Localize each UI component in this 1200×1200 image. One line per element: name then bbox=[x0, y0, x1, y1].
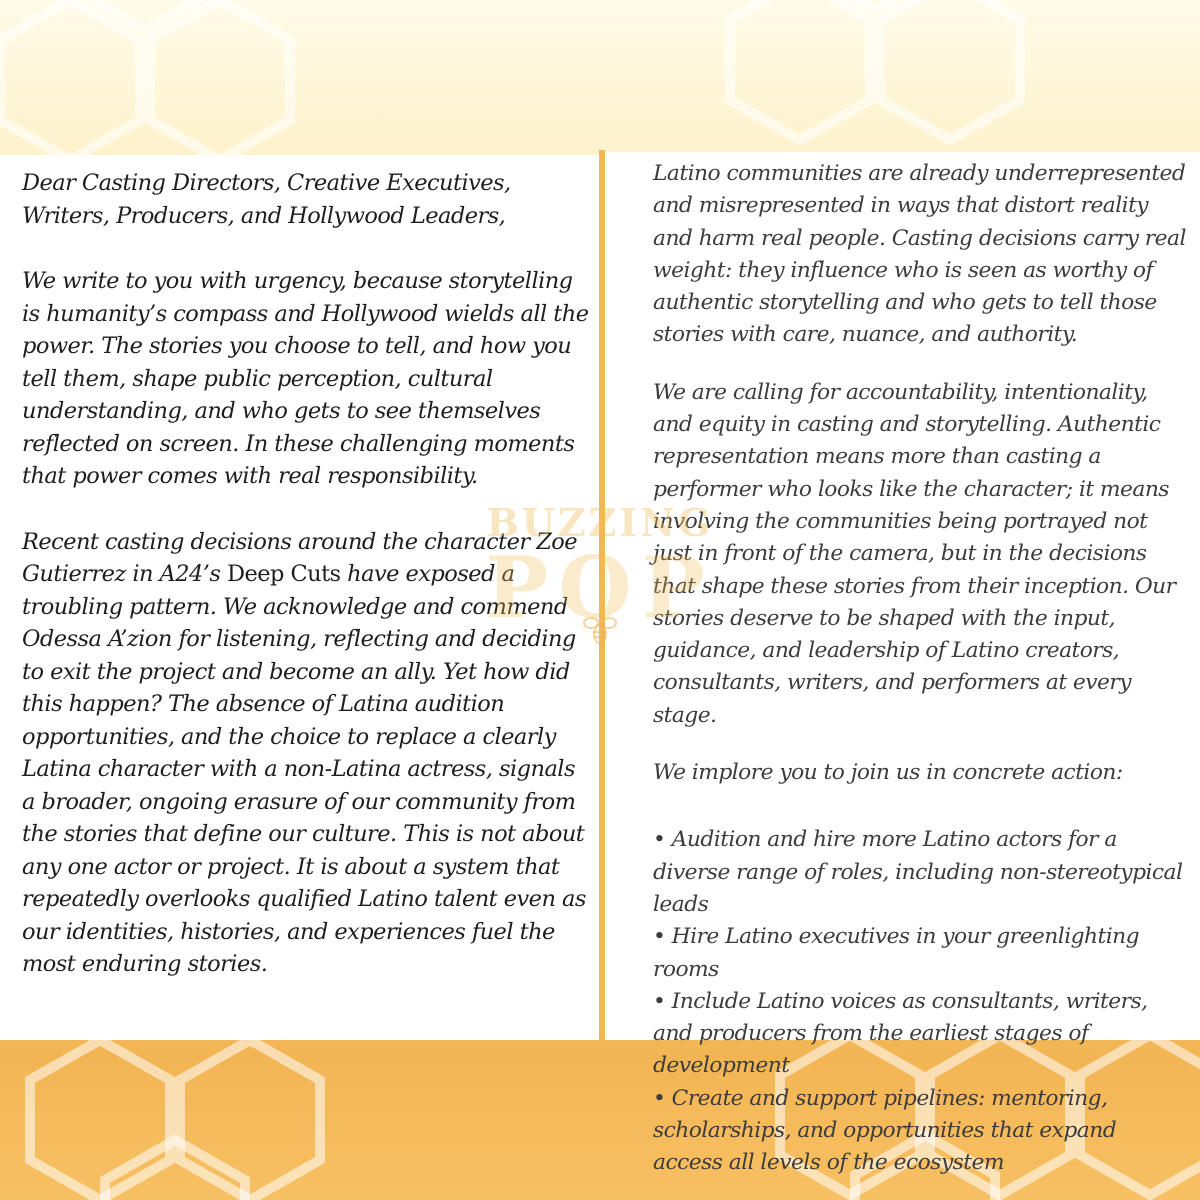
letter-paragraph-3: Latino communities are already underrepresented and misrepresented in ways that distort reality and harm real people. Casting decisions carry real weight: they influence who is seen as worthy of authentic storytelling and who gets to tell those stories with care, nuance, and authority. bbox=[653, 161, 1186, 348]
letter-paragraph-1: We write to you with urgency, because storytelling is humanity’s compass and Hollywood wields all the power. The stories you choose to tell, and how you tell them, shape public perception, cultural understanding, and who gets to see themselves reflected on screen. In these challenging moments that power comes with real responsibility. bbox=[22, 268, 589, 489]
film-title: Deep Cuts bbox=[226, 561, 341, 587]
action-item: • Hire Latino executives in your greenlighting rooms bbox=[653, 924, 1140, 982]
call-to-action: We implore you to join us in concrete action: bbox=[653, 760, 1123, 786]
action-item: • Create and support pipelines: mentoring, scholarships, and opportunities that expand access all levels of the ecosystem bbox=[653, 1085, 1117, 1176]
paragraph-2-text-start: Recent casting decisions around the character Zoe Gutierrez in A24’s bbox=[22, 528, 578, 587]
action-list bbox=[653, 824, 1186, 1179]
letter-salutation: Dear Casting Directors, Creative Executives, Writers, Producers, and Hollywood Leaders, bbox=[22, 170, 511, 229]
watermark-line-1: BUZZING bbox=[486, 500, 714, 545]
letter-paragraph-4: We are calling for accountability, intentionality, and equity in casting and storytelling. Authentic representation means more than casting a performer who looks like the character; it means involving the communities being portrayed not just in front of the camera, but in the decisions that shape these stories from their inception. Our stories deserve to be shaped with the input, guidance, and leadership of Latino creators, consultants, writers, and performers at every stage. bbox=[653, 379, 1176, 728]
watermark-line-2: POP bbox=[485, 538, 715, 637]
paragraph-2-text-end: have exposed a troubling pattern. We acknowledge and commend Odessa A’zion for listening, reflecting and deciding to exit the project and become an ally. Yet how did this happen? The absence of Latina audition opportunities, and the choice to replace a clearly Latina character with a non-Latina actress, signals a broader, ongoing erasure of our community from the stories that define our culture. This is not about any one actor or project. It is about a system that repeatedly overlooks qualified Latino talent even as our identities, histories, and experiences fuel the most enduring stories. bbox=[22, 561, 586, 977]
action-item: • Audition and hire more Latino actors for a diverse range of roles, including non-stereotypical leads bbox=[653, 827, 1183, 917]
letter-paragraph-2 bbox=[22, 526, 591, 981]
letter-page-left bbox=[0, 155, 599, 1040]
action-item: • Include Latino voices as consultants, writers, and producers from the earliest stages of development bbox=[653, 988, 1148, 1079]
letter-page-right bbox=[605, 152, 1200, 1176]
